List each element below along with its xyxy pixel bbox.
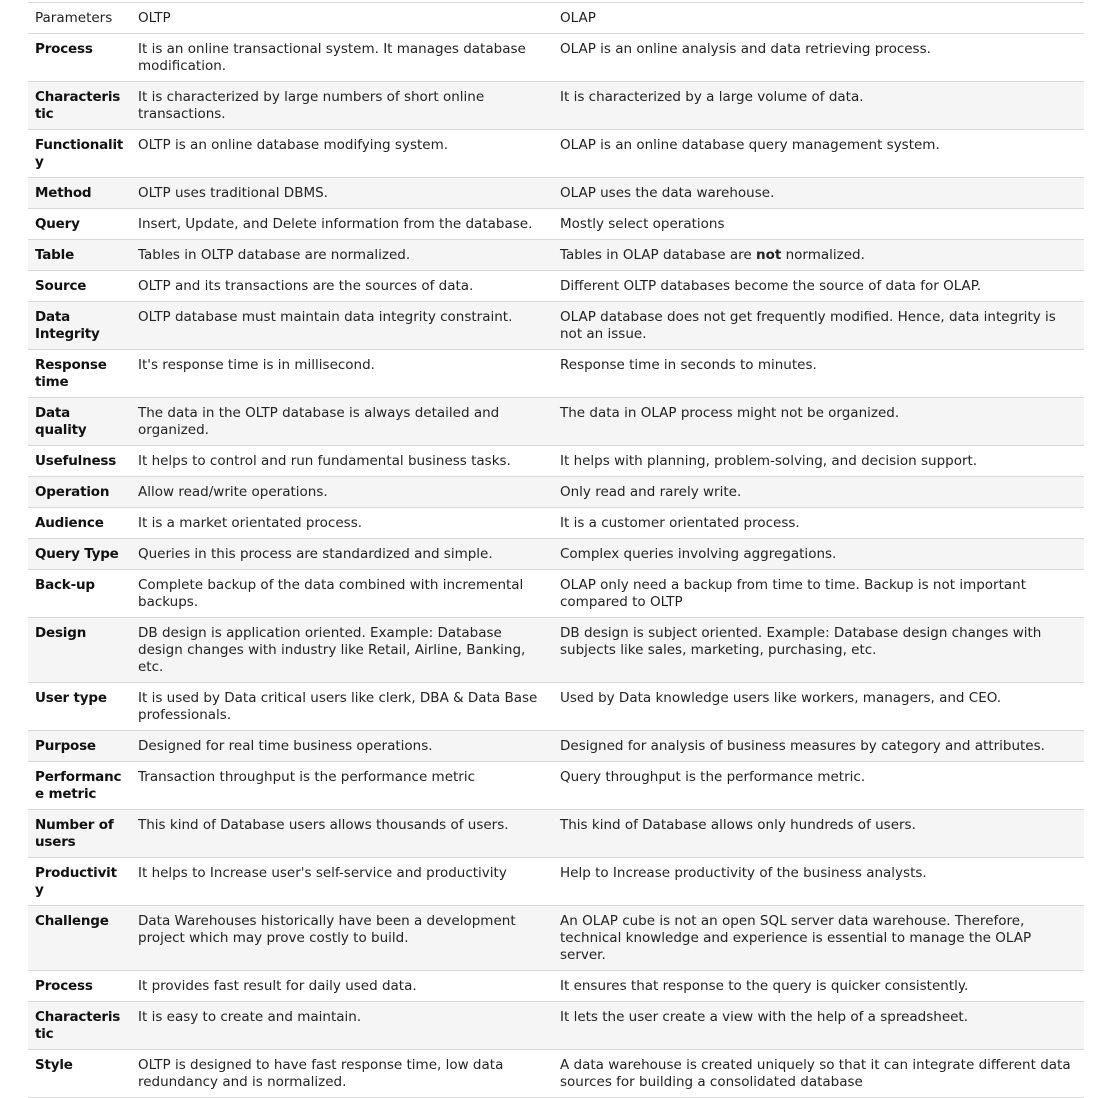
olap-text-before: Tables in OLAP database are [560,247,756,263]
row-olap-cell: It is characterized by a large volume of data. [553,82,1084,130]
row-oltp-cell: Complete backup of the data combined with incremental backups. [131,570,553,618]
header-olap: OLAP [553,3,1084,34]
table-row [28,731,1084,762]
row-parameter: User type [28,683,131,731]
row-parameter: Operation [28,477,131,508]
row-olap-cell: OLAP uses the data warehouse. [553,178,1084,209]
row-parameter: Query [28,209,131,240]
olap-text-emphasis: not [755,247,782,263]
row-oltp-cell: OLTP database must maintain data integrity constraint. [131,302,553,350]
row-parameter: Productivity [28,858,131,906]
table-row [28,477,1084,508]
row-oltp-cell: Queries in this process are standardized and simple. [131,539,553,570]
row-parameter: Source [28,271,131,302]
comparison-table-container [28,2,1084,1098]
row-oltp-cell: Tables in OLTP database are normalized. [131,240,553,271]
row-olap-cell: OLAP is an online analysis and data retrieving process. [553,34,1084,82]
table-row [28,240,1084,271]
row-oltp-cell: Transaction throughput is the performance metric [131,762,553,810]
row-parameter: Functionality [28,130,131,178]
row-parameter: Data quality [28,398,131,446]
row-olap-cell [553,240,1084,271]
row-olap-cell: Only read and rarely write. [553,477,1084,508]
row-parameter: Number of users [28,810,131,858]
table-row [28,508,1084,539]
table-row [28,906,1084,971]
row-oltp-cell: Designed for real time business operations. [131,731,553,762]
row-olap-cell: It ensures that response to the query is quicker consistently. [553,971,1084,1002]
row-parameter: Audience [28,508,131,539]
row-parameter: Purpose [28,731,131,762]
row-parameter: Process [28,971,131,1002]
table-row [28,446,1084,477]
row-parameter: Method [28,178,131,209]
row-oltp-cell: It helps to Increase user's self-service and productivity [131,858,553,906]
row-oltp-cell: Data Warehouses historically have been a development project which may prove costly to build. [131,906,553,971]
row-olap-cell: OLAP is an online database query management system. [553,130,1084,178]
olap-text-after: normalized. [781,247,865,263]
row-parameter: Process [28,34,131,82]
row-olap-cell: Mostly select operations [553,209,1084,240]
row-oltp-cell: The data in the OLTP database is always detailed and organized. [131,398,553,446]
row-oltp-cell: It is easy to create and maintain. [131,1002,553,1050]
table-row [28,209,1084,240]
header-parameters: Parameters [28,3,131,34]
table-row [28,858,1084,906]
row-olap-cell: Complex queries involving aggregations. [553,539,1084,570]
table-row [28,539,1084,570]
row-parameter: Data Integrity [28,302,131,350]
table-row [28,971,1084,1002]
row-parameter: Response time [28,350,131,398]
table-row [28,618,1084,683]
row-oltp-cell: OLTP is designed to have fast response time, low data redundancy and is normalized. [131,1050,553,1098]
row-olap-cell: OLAP database does not get frequently modified. Hence, data integrity is not an issue. [553,302,1084,350]
row-olap-cell: Help to Increase productivity of the business analysts. [553,858,1084,906]
row-oltp-cell: It is a market orientated process. [131,508,553,539]
table-header-row [28,3,1084,34]
row-olap-cell: It lets the user create a view with the help of a spreadsheet. [553,1002,1084,1050]
table-row [28,130,1084,178]
row-oltp-cell: It is characterized by large numbers of short online transactions. [131,82,553,130]
row-parameter: Style [28,1050,131,1098]
row-olap-cell: Different OLTP databases become the source of data for OLAP. [553,271,1084,302]
row-olap-cell: Designed for analysis of business measures by category and attributes. [553,731,1084,762]
row-olap-cell: OLAP only need a backup from time to time. Backup is not important compared to OLTP [553,570,1084,618]
row-oltp-cell: OLTP and its transactions are the sources of data. [131,271,553,302]
table-row [28,810,1084,858]
row-parameter: Table [28,240,131,271]
row-olap-cell: The data in OLAP process might not be organized. [553,398,1084,446]
table-row [28,1002,1084,1050]
row-olap-cell: Query throughput is the performance metric. [553,762,1084,810]
table-row [28,302,1084,350]
row-olap-cell: DB design is subject oriented. Example: Database design changes with subjects like sales, marketing, purchasing, etc. [553,618,1084,683]
row-oltp-cell: It is used by Data critical users like clerk, DBA & Data Base professionals. [131,683,553,731]
row-parameter: Usefulness [28,446,131,477]
table-row [28,762,1084,810]
row-olap-cell: Response time in seconds to minutes. [553,350,1084,398]
row-parameter: Characteristic [28,1002,131,1050]
row-olap-cell: This kind of Database allows only hundreds of users. [553,810,1084,858]
row-oltp-cell: Allow read/write operations. [131,477,553,508]
row-oltp-cell: OLTP uses traditional DBMS. [131,178,553,209]
table-row [28,570,1084,618]
row-oltp-cell: OLTP is an online database modifying system. [131,130,553,178]
row-parameter: Query Type [28,539,131,570]
row-parameter: Back-up [28,570,131,618]
header-oltp: OLTP [131,3,553,34]
table-row [28,683,1084,731]
row-olap-cell: It is a customer orientated process. [553,508,1084,539]
row-oltp-cell: DB design is application oriented. Example: Database design changes with industry like Retail, Airline, Banking, etc. [131,618,553,683]
table-row [28,350,1084,398]
row-oltp-cell: It helps to control and run fundamental business tasks. [131,446,553,477]
row-parameter: Characteristic [28,82,131,130]
row-oltp-cell: Insert, Update, and Delete information from the database. [131,209,553,240]
table-row [28,34,1084,82]
oltp-olap-comparison-table [28,2,1084,1098]
row-oltp-cell: It is an online transactional system. It manages database modification. [131,34,553,82]
row-parameter: Performance metric [28,762,131,810]
row-olap-cell: It helps with planning, problem-solving, and decision support. [553,446,1084,477]
row-olap-cell: Used by Data knowledge users like workers, managers, and CEO. [553,683,1084,731]
row-olap-cell: A data warehouse is created uniquely so that it can integrate different data sources for building a consolidated database [553,1050,1084,1098]
table-row [28,271,1084,302]
row-olap-cell: An OLAP cube is not an open SQL server data warehouse. Therefore, technical knowledge and experience is essential to manage the OLAP server. [553,906,1084,971]
table-row [28,178,1084,209]
row-parameter: Challenge [28,906,131,971]
row-oltp-cell: It's response time is in millisecond. [131,350,553,398]
table-row [28,398,1084,446]
row-oltp-cell: This kind of Database users allows thousands of users. [131,810,553,858]
row-parameter: Design [28,618,131,683]
table-row [28,82,1084,130]
row-oltp-cell: It provides fast result for daily used data. [131,971,553,1002]
table-row [28,1050,1084,1098]
